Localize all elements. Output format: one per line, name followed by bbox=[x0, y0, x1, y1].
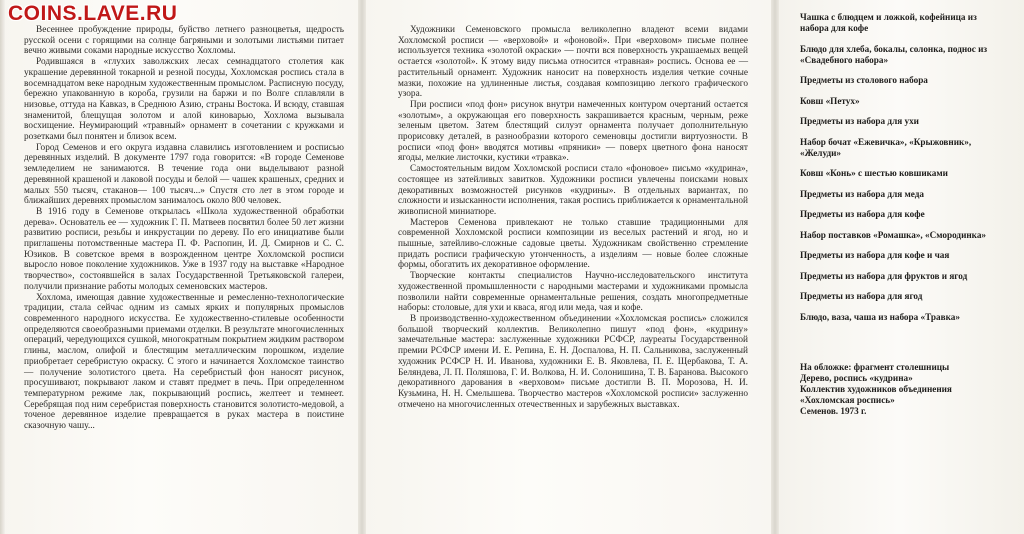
paragraph: При росписи «под фон» рисунок внутри намеченных контуром очертаний остается «золотым», а окружающая его поверхность закрашивается красным, черным, реже зеленым цветом. Затем блестящий силуэт орнамента получает дополнительную прорисовку деталей, в разнообразии которого семеновцы достигли виртуозности. В росписи «под фон» вводятся мотивы «пряники» — поверх цветного фона наносят ягоды, мелкие листочки, кустики «травка». bbox=[398, 99, 748, 164]
caption-item: Предметы из набора для меда bbox=[800, 188, 924, 199]
caption-item: Предметы из набора для ухи bbox=[800, 116, 919, 126]
fold-line-right bbox=[771, 0, 779, 534]
cover-note-line: На обложке: фрагмент столешницы bbox=[800, 362, 950, 372]
caption-item: Предметы из набора для фруктов и ягод bbox=[800, 270, 968, 281]
paragraph: В производственно-художественном объединении «Хохломская роспись» сложился большой творческий коллектив. Великолепно пишут «под фон», «кудрину» замечательные мастера: заслуженные художники РСФСР, лауреаты Государственной премии РСФСР имени И. Е. Репина, Е. Н. Доспалова, Н. П. Сальникова, заслуженный художник РСФСР Н. И. Иванова, художники Е. В. Яковлева, П. Е. Щербакова, Т. А. Беляндева, Л. П. Поляшова, Г. И. Волкова, Н. И. Солонишина, Т. В. Баранова. Высокого декоративного дарования в «верховом» письме достигли В. П. Морозова, Н. И. Кузьмина, Н. Н. Смелышева. Творчество мастеров «Хохломской росписи» заслуженно отмечено на многочисленных отечественных и зарубежных выставках. bbox=[398, 313, 748, 410]
cover-note bbox=[800, 362, 1008, 417]
caption-item: Предметы из набора для кофе и чая bbox=[800, 250, 950, 260]
site-watermark: COINS.LAVE.RU bbox=[8, 2, 178, 25]
cover-note-line: Дерево, роспись «кудрина» bbox=[800, 373, 913, 383]
caption-item: Ковш «Петух» bbox=[800, 95, 860, 106]
paragraph: Самостоятельным видом Хохломской росписи стало «фоновое» письмо «кудрина», состоящее из затейливых завитков. Художники росписи увлечены поисками новых декоративных возможностей рисунков «кудрины». В отдельных вариантах, по сложности и изысканности исполнения, такая роспись приближается к орнаментальной живописной миниатюре. bbox=[398, 164, 748, 217]
caption-item: Набор бочат «Ежевичка», «Крыжовник», «Желуди» bbox=[800, 136, 972, 158]
paragraph: Родившаяся в «глухих заволжских лесах семнадцатого столетия как украшение деревянной токарной и резной посуды, Хохломская роспись стала в восемнадцатом веке народным художественным промыслом. Расписную посуду, бережно упакованную в короба, грузили на баржи и по Волге сплавляли в низовье, оттуда на Кавказ, в Среднюю Азию, страны Востока. И всюду, ставшая знаменитой, блещущая золотом и алой киноварью, Хохлома вызывала восхищение. Неумирающий «травный» орнамент в сочетании с кружками и розетками был понятен и близок всем. bbox=[24, 57, 344, 143]
fold-line-left bbox=[358, 0, 366, 534]
history-text-column bbox=[24, 25, 344, 432]
caption-item: Ковш «Конь» с шестью ковшиками bbox=[800, 168, 948, 178]
caption-item: Блюдо для хлеба, бокалы, солонка, поднос из «Свадебного набора» bbox=[800, 43, 988, 65]
caption-item: Предметы из набора для ягод bbox=[800, 291, 923, 301]
caption-item: Набор поставков «Ромашка», «Смородинка» bbox=[800, 229, 987, 240]
cover-note-line: Семенов. 1973 г. bbox=[800, 406, 867, 416]
technique-text-column bbox=[398, 25, 748, 410]
page-edge-shadow bbox=[0, 0, 5, 534]
paragraph: Художники Семеновского промысла великолепно владеют всеми видами Хохломской росписи — «верховой» и «фоновой». При «верховом» письме полнее используется техника «золотой окраски» — почти вся поверхность украшаемых вещей остается «золотой». К этому виду письма относится «травная» роспись. Основа ее — растительный орнамент. Художник наносит на поверхность изделия четкие сочные мазки, похожие на удлиненные листья, создавая композицию легкого графического узора. bbox=[398, 25, 748, 100]
paragraph: Творческие контакты специалистов Научно-исследовательского института художественной промышленности с народными мастерами и художниками промысла позволили найти современные орнаментальные решения, создать многопредметные наборы: столовые, для ухи и кваса, ягод или меда, чая и кофе. bbox=[398, 271, 748, 314]
paragraph: Город Семенов и его округа издавна славились изготовлением и росписью деревянных изделий. В документе 1797 года говорится: «В городе Семенове земледелием не занимаются. В течение года они выделывают разной деревянной крашеной и лаковой посуды и белой — чашек крашеных, средних и малых 550 тысяч, стаканов— 100 тысяч...» Спустя сто лет в этом городе и ближайших деревнях промыслом занималось около 800 человек. bbox=[24, 142, 344, 207]
caption-item: Предметы из столового набора bbox=[800, 75, 928, 85]
paragraph: Мастеров Семенова привлекают не только ставшие традиционными для современной Хохломской росписи композиции из веселых растений и ягод, но и пышные, затейливо-сложные садовые цветы. Художникам свойственно стремление придать росписи графическую утонченность, а изделиям — новые более сложные формы, обогатить их декоративное оформление. bbox=[398, 217, 748, 271]
illustration-captions-list bbox=[800, 12, 1006, 332]
caption-item: Предметы из набора для кофе bbox=[800, 209, 925, 219]
paragraph: Весеннее пробуждение природы, буйство летнего разноцветья, щедрость русской осени с горящими на солнце багряными и золотыми листьями питает вечно живыми соками народные искусство Хохломы. bbox=[24, 25, 344, 57]
paragraph: Хохлома, имеющая давние художественные и ремесленно-технологические традиции, стала сейчас одним из самых ярких и популярных промыслов современного народного искусства. Ее художественно-стилевые особенности определяются своеобразными приемами отделки. В результате многочисленных операций, чередующихся сушкой, многократным покрытием жидким раствором глины, маслом, олифой и блестящим металлическим порошком, изделие приобретает серебристую окраску. С этого и начинается Хохломское таинство — получение золотистого цвета. На серебристый фон наносят рисунок, просушивают, покрывают лаком и ставят предмет в печь. При определенном температурном режиме лак, покрывающий роспись, желтеет и темнеет. Серебрящая под ним серебристая поверхность становится золотисто-медовой, а точеное деревянное изделие превращается в руках мастера в поистине сказочную чашу... bbox=[24, 292, 344, 432]
caption-item: Блюдо, ваза, чаша из набора «Травка» bbox=[800, 311, 960, 322]
caption-item: Чашка с блюдцем и ложкой, кофейница из набора для кофе bbox=[800, 12, 977, 33]
paragraph: В 1916 году в Семенове открылась «Школа художественной обработки дерева». Основатель ее — художник Г. П. Матвеев посвятил более 50 лет жизни развитию росписи, резьбы и инкрустации по дереву. По его инициативе были приглашены потомственные мастера П. Ф. Распопин, И. Д. Смирнов и С. С. Юзиков. В советское время в возрожденном центре Хохломской росписи выросло новое поколение художников. Уже в 1937 году на выставке «Народное творчество», состоявшейся в залах Государственной Третьяковской галереи, получили признание работы молодых семеновских мастеров. bbox=[24, 206, 344, 292]
cover-note-line: Коллектив художников объединения «Хохломская роспись» bbox=[800, 384, 952, 405]
